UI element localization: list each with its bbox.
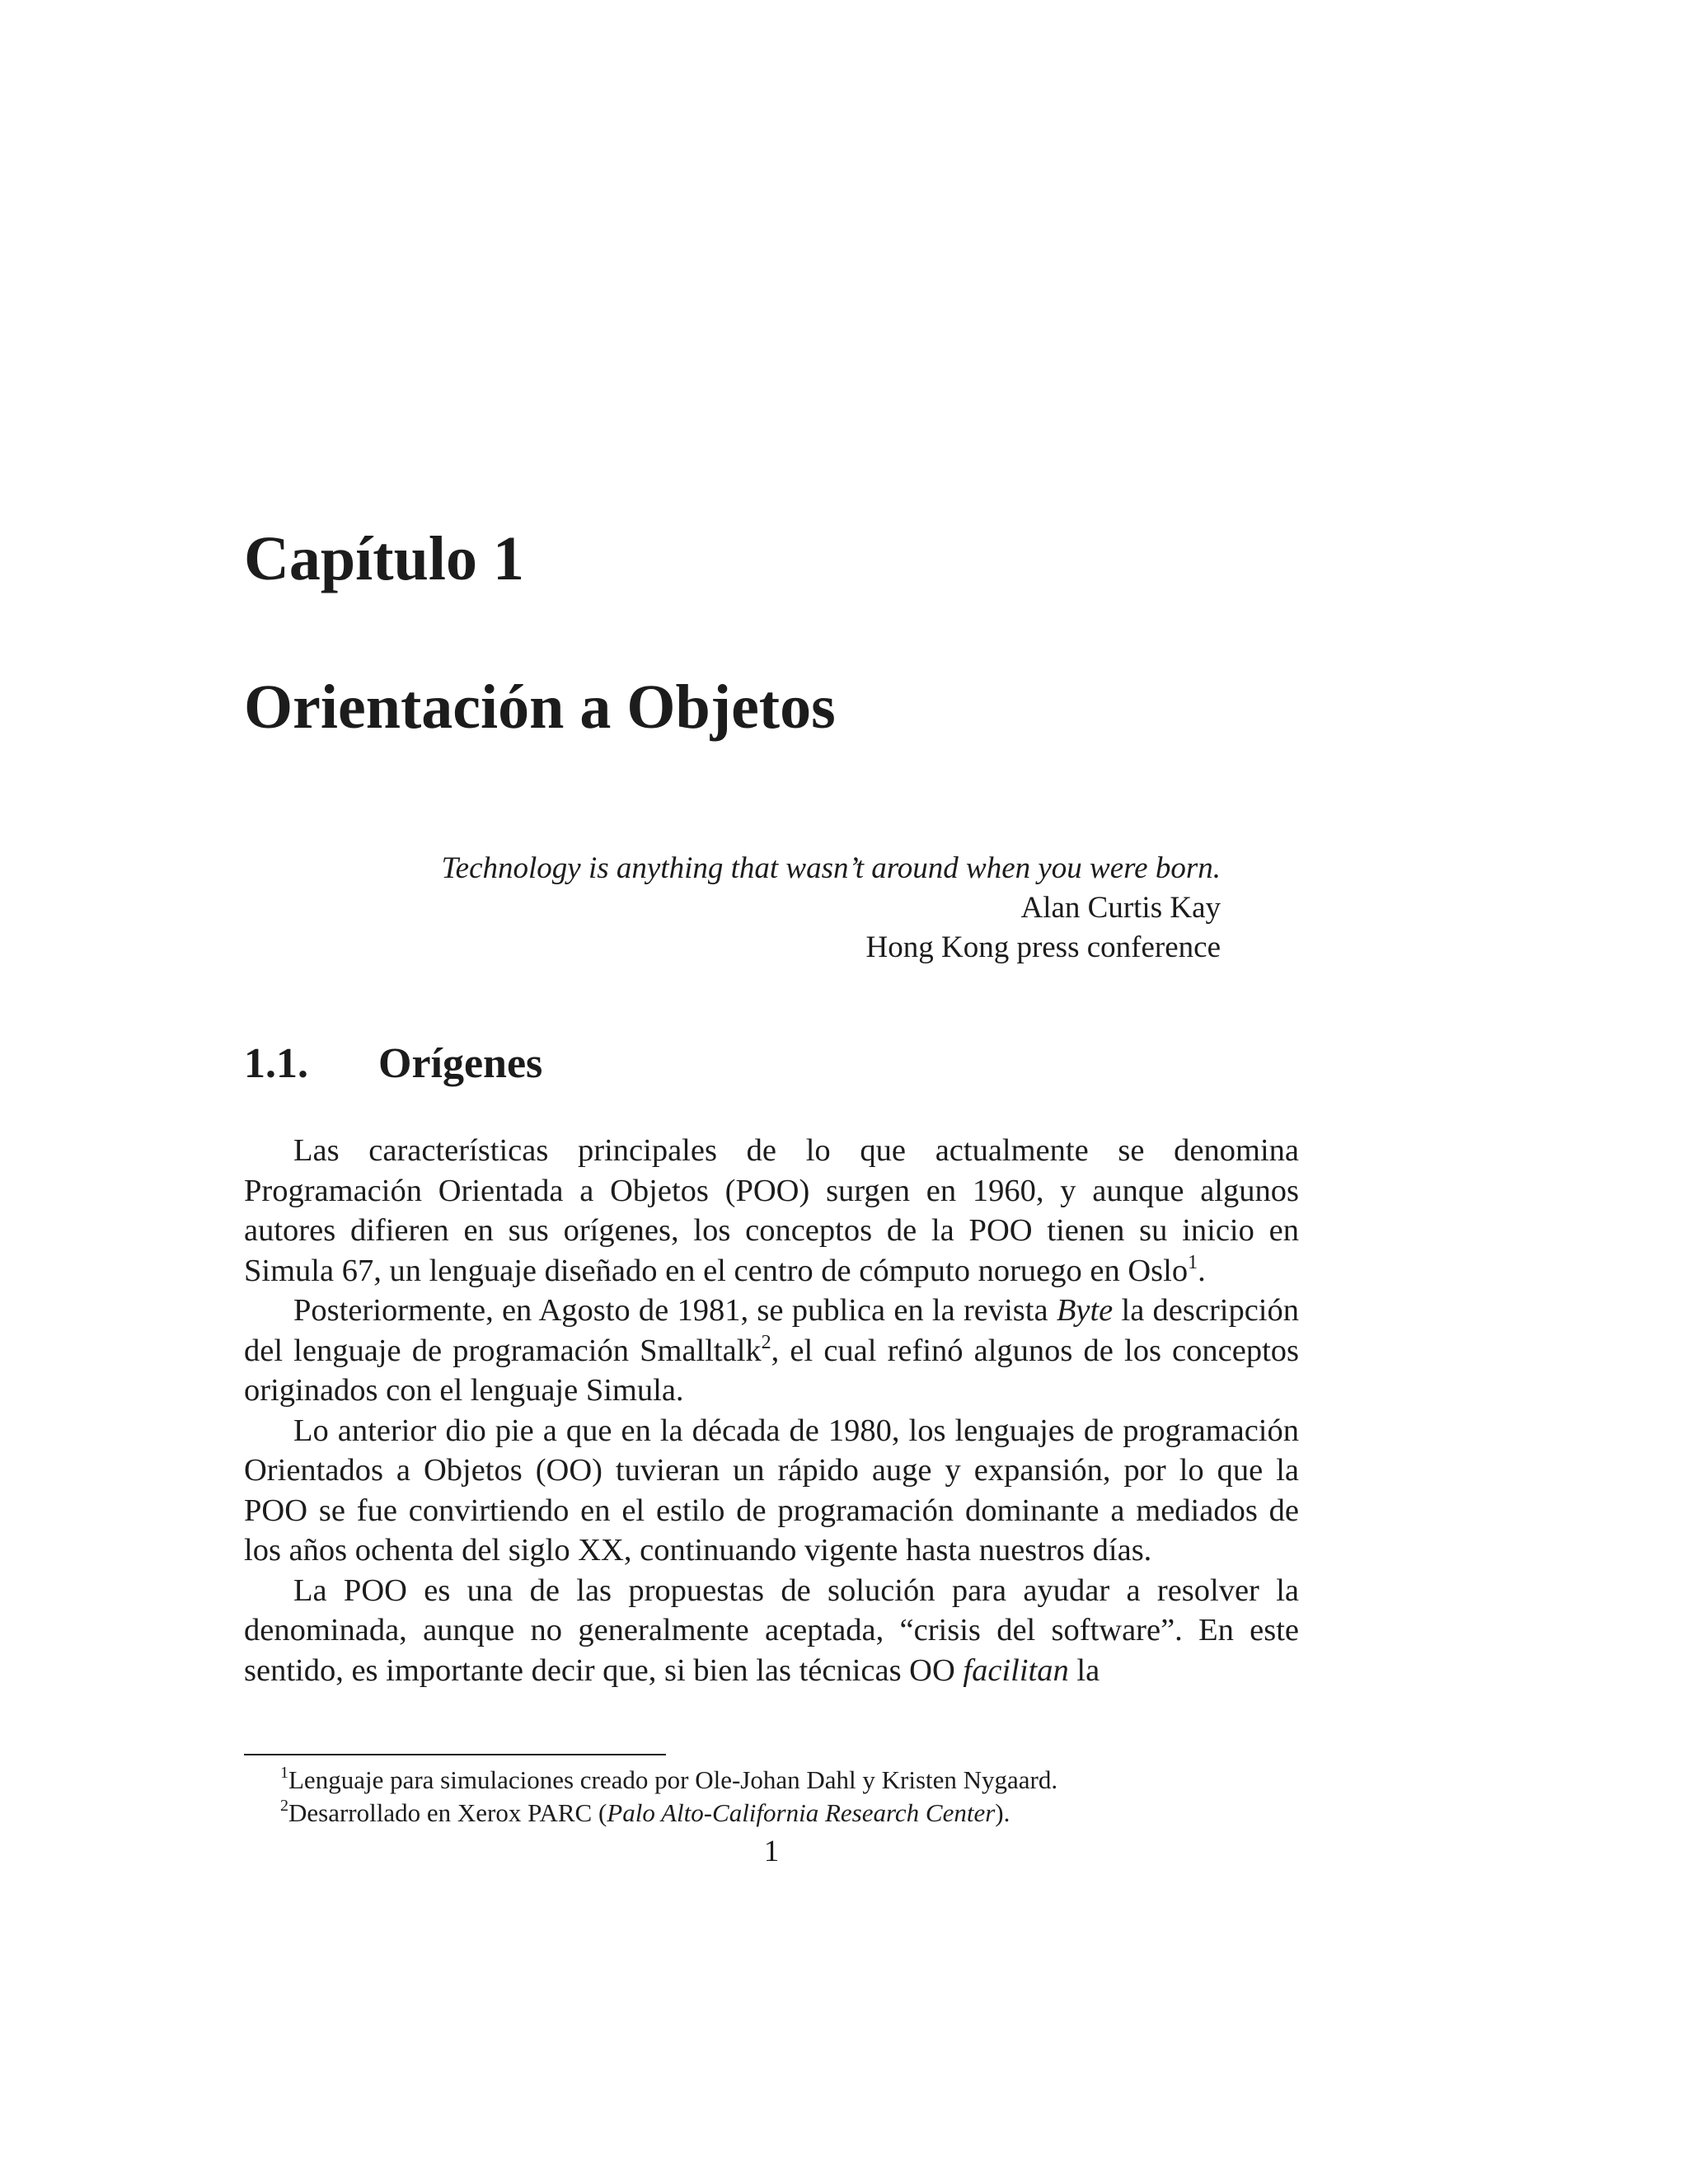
footnote-ref-1: 1 bbox=[1188, 1251, 1198, 1273]
paragraph-2-italic: Byte bbox=[1056, 1293, 1114, 1328]
footnote-ref-2: 2 bbox=[761, 1331, 771, 1353]
footnote-2-before: Desarrollado en Xerox PARC ( bbox=[288, 1798, 607, 1827]
epigraph-source: Hong Kong press conference bbox=[865, 930, 1221, 964]
paragraph-2-middle: la descripción del lenguaje de programación Smalltalk bbox=[244, 1293, 1299, 1368]
section-number: 1.1. bbox=[244, 1040, 308, 1087]
paragraph-2-after: , el cual refinó algunos de los conceptos originados con el lenguaje Simula. bbox=[244, 1333, 1300, 1408]
paragraph-1-tail: . bbox=[1198, 1253, 1206, 1288]
page-number: 1 bbox=[763, 1835, 780, 1868]
paragraph-4-before: La POO es una de las propuestas de solución para ayudar a resolver la denominada, aunque no generalmente aceptada, “crisis del software”. En este sentido, es importante decir que, si bien las técnicas OO bbox=[244, 1572, 1299, 1688]
body-text bbox=[244, 1131, 1299, 1690]
paragraph-2 bbox=[244, 1291, 1299, 1411]
paragraph-2-before: Posteriormente, en Agosto de 1981, se publica en la revista bbox=[293, 1293, 1057, 1328]
epigraph bbox=[441, 849, 1221, 968]
paragraph-4 bbox=[244, 1571, 1299, 1691]
footnote-2-italic: Palo Alto-California Research Center bbox=[607, 1798, 996, 1827]
paragraph-4-after: la bbox=[1068, 1652, 1100, 1688]
chapter-label: Capítulo 1 bbox=[244, 524, 524, 593]
footnote-2-mark: 2 bbox=[280, 1797, 288, 1815]
paragraph-3: Lo anterior dio pie a que en la década de 1980, los lenguajes de programación Orientados a Objetos (OO) tuvieran un rápido auge y expansión, por lo que la POO se fue convirtiendo en el estilo de programación dominante a mediados de los años ochenta del siglo XX, continuando vigente hasta nuestros días. bbox=[244, 1413, 1299, 1568]
paragraph-4-italic: facilitan bbox=[963, 1652, 1069, 1688]
footnote-1-text: Lenguaje para simulaciones creado por Ole-Johan Dahl y Kristen Nygaard. bbox=[288, 1765, 1058, 1794]
paragraph-1-text: Las características principales de lo que actualmente se denomina Programación Orientada a Objetos (POO) surgen en 1960, y aunque algunos autores difieren en sus orígenes, los conceptos de la POO tienen su inicio en Simula 67, un lenguaje diseñado en el centro de cómputo noruego en Oslo bbox=[244, 1133, 1299, 1288]
epigraph-quote: Technology is anything that wasn’t around when you were born. bbox=[441, 851, 1221, 885]
footnotes bbox=[280, 1764, 1299, 1830]
footnote-2-after: ). bbox=[995, 1798, 1010, 1827]
chapter-title: Orientación a Objetos bbox=[244, 673, 836, 742]
paragraph-1 bbox=[244, 1131, 1299, 1291]
footnote-1 bbox=[280, 1764, 1299, 1797]
footnote-rule bbox=[244, 1754, 666, 1755]
section-title: Orígenes bbox=[378, 1040, 543, 1087]
footnote-2 bbox=[280, 1797, 1299, 1830]
epigraph-author: Alan Curtis Kay bbox=[1020, 891, 1221, 925]
footnote-1-mark: 1 bbox=[280, 1764, 288, 1782]
section-heading bbox=[244, 1040, 543, 1087]
